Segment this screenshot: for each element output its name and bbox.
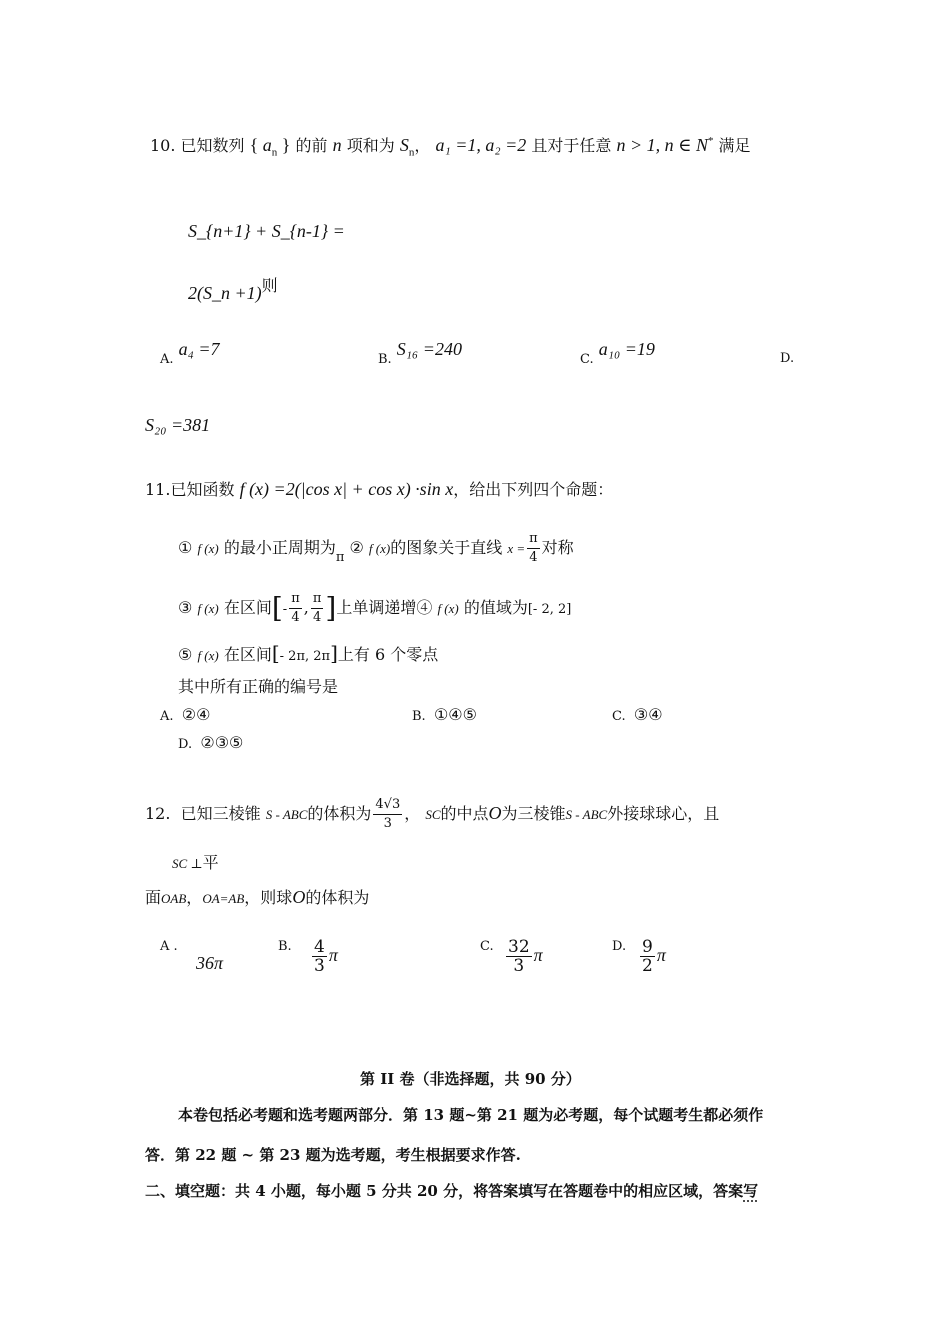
q11-prop-5: ⑤ f (x) 在区间[- 2π, 2π]上有 6 个零点 <box>178 641 439 665</box>
q10-option-c: $_{C.}$ a₁₀ =19 <box>580 339 655 367</box>
q12-option-b-label: B. <box>278 939 292 954</box>
q12-option-a-label: A . <box>160 939 178 954</box>
q11-option-d: D. ②③⑤ <box>178 733 244 752</box>
q10-eq-line2: 2(S_n +1)则 <box>188 276 278 303</box>
q11-option-c: C. ③④ <box>612 705 663 724</box>
seq-symbol: { $a_n$ } <box>249 135 291 159</box>
part2-intro-line1: 本卷包括必考题和选考题两部分．第 13 题~第 21 题为必考题，每个试题考生都必须作 <box>178 1106 764 1124</box>
q12-option-d-label: D. <box>612 939 627 954</box>
q12-option-d: $\frac{9}{2}$ π <box>642 937 666 976</box>
q10-line1: 10. 已知数列 { $a_n$ } 的前 n 项和为 $S_n$， a₁ =1, a₂ =2 且对于任意 n > 1, n ∈ N* 满足 <box>150 135 751 159</box>
q10-option-d-label: D. <box>780 351 795 366</box>
q12-line3: 面OAB，OA=AB，则球O的体积为 <box>145 887 370 907</box>
q11-prop-1-2: ① f (x) 的最小正周期为$_\pi$ ② f (x)的图象关于直线 x = $\frac{\pi}{4}$ 对称 <box>178 531 574 565</box>
q11-number: 11. <box>145 480 171 499</box>
q11-prop-3-4: ③ f (x) 在区间[- $\frac{\pi}{4}$ , $\frac{\pi}{4}$ ]上单调递增④ f (x) 的值域为[- 2, 2] <box>178 591 572 625</box>
q12-option-a: 36π <box>196 953 224 973</box>
q12-option-c: $\frac{32}{3}$ π <box>508 937 543 976</box>
q10-number: 10. <box>150 136 176 155</box>
q12-number: 12. <box>145 804 171 823</box>
q11-function: f (x) =2(|cos x| + cos x) ·sin x <box>239 479 454 499</box>
q10-option-a: $_{A.}$ a₄ =7 <box>160 339 220 367</box>
q10-option-d: S₂₀ =381 <box>145 415 211 435</box>
part2-title: 第 II 卷（非选择题，共 90 分） <box>360 1070 581 1088</box>
fill-in-heading: 二、填空题：共 4 小题，每小题 5 分共 20 分，将答案填写在答题卷中的相应区域，答案写 <box>145 1182 759 1200</box>
q10-initial: a₁ =1, a₂ =2 <box>435 135 527 155</box>
q11-option-a: A. ②④ <box>160 705 211 724</box>
q12-option-c-label: C. <box>480 939 494 954</box>
q11-option-b: B. ①④⑤ <box>412 705 477 724</box>
q11-question: 其中所有正确的编号是 <box>178 677 339 696</box>
q10-eq-line1: S_{n+1} + S_{n-1} = <box>188 221 345 241</box>
part2-intro-line2: 答．第 22 题 ~ 第 23 题为选考题，考生根据要求作答. <box>145 1146 521 1164</box>
q12-line2: SC ⊥平 <box>172 853 219 872</box>
q11-line1: 11.已知函数 f (x) =2(|cos x| + cos x) ·sin x，给出下列四个命题： <box>145 479 614 499</box>
q10-option-b: $_{B.}$ S₁₆ =240 <box>378 339 462 367</box>
q12-line1: 12. 已知三棱锥 S - ABC的体积为 $\frac{4√3}{3}$ ， SC的中点O为三棱锥S - ABC外接球球心，且 <box>145 797 720 831</box>
q12-option-b: $\frac{4}{3}$ π <box>314 937 338 976</box>
